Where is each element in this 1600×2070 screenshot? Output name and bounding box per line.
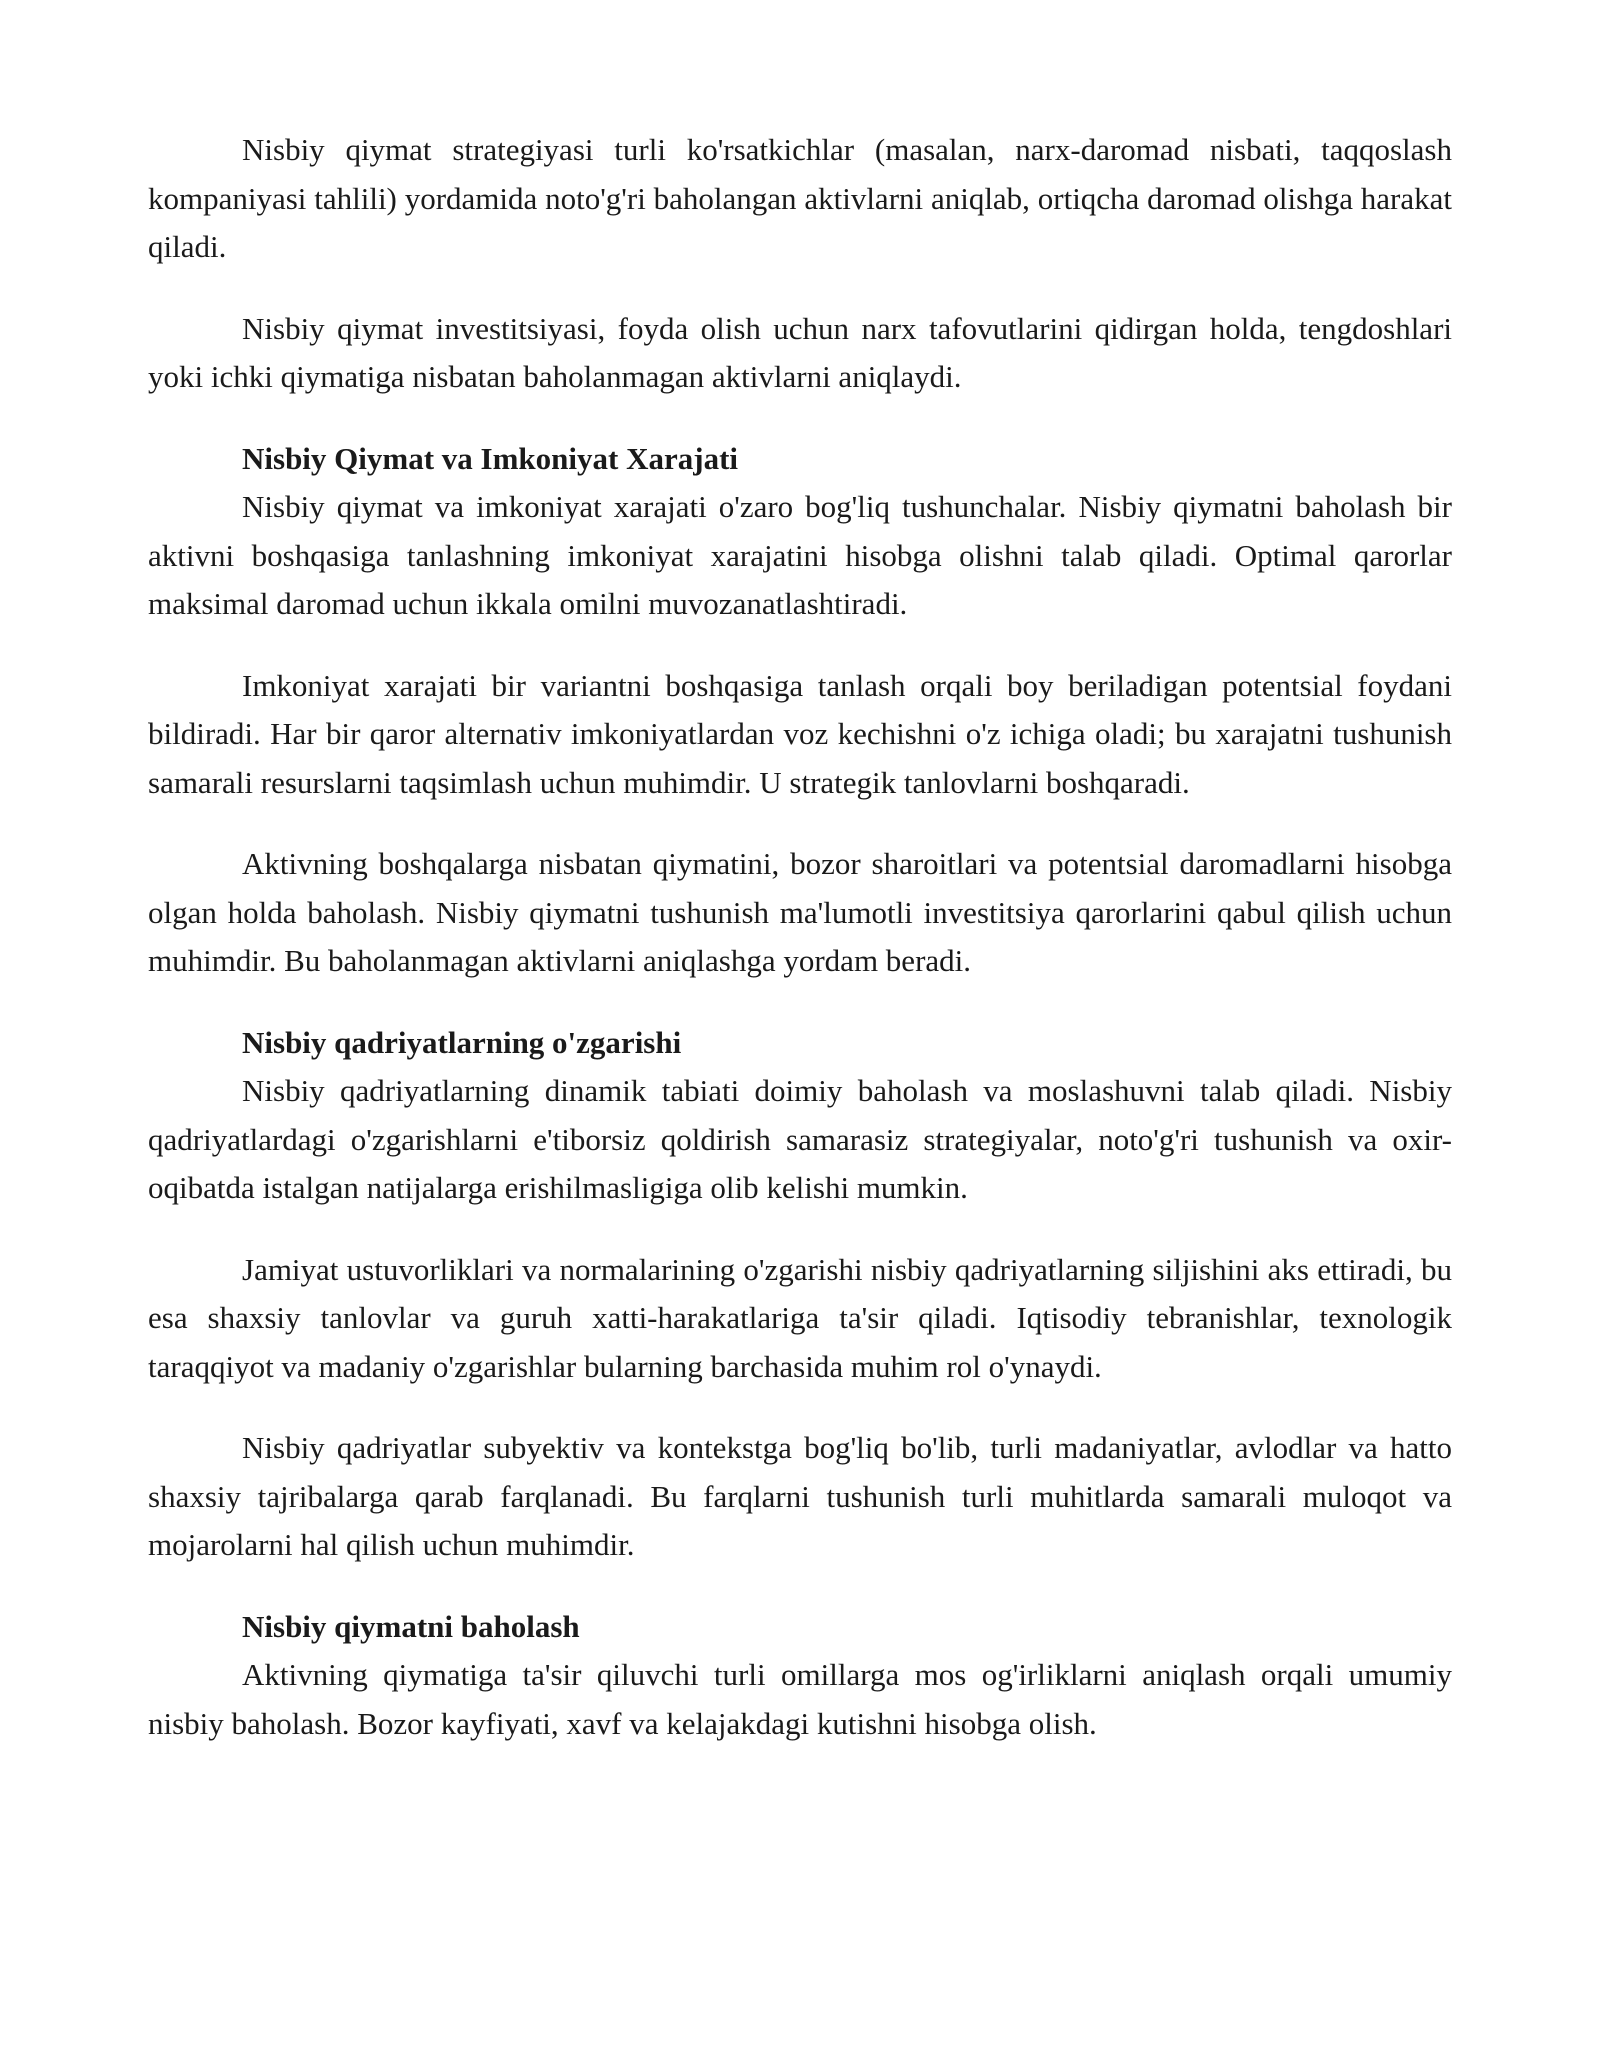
paragraph: Nisbiy qadriyatlarning dinamik tabiati doimiy baholash va moslashuvni talab qiladi. Nisbiy qadriyatlardagi o'zgarishlarni e'tiborsiz qoldirish samarasiz strategiyalar, noto'g'ri tushunish va oxir-oqibatda istalgan natijalarga erishilmasligiga olib kelishi mumkin. — [148, 1073, 1452, 1205]
paragraph: Nisbiy qiymat va imkoniyat xarajati o'zaro bog'liq tushunchalar. Nisbiy qiymatni baholash bir aktivni boshqasiga tanlashning imkoniyat xarajatini hisobga olishni talab qiladi. Optimal qarorlar maksimal daromad uchun ikkala omilni muvozanatlashtiradi. — [148, 489, 1452, 621]
paragraph: Nisbiy qiymat investitsiyasi, foyda olish uchun narx tafovutlarini qidirgan holda, tengdoshlari yoki ichki qiymatiga nisbatan baholanmagan aktivlarni aniqlaydi. — [148, 310, 1452, 394]
paragraph: Nisbiy qiymat strategiyasi turli ko'rsatkichlar (masalan, narx-daromad nisbati, taqqoslash kompaniyasi tahlili) yordamida noto'g'ri baholangan aktivlarni aniqlab, ortiqcha daromad olishga harakat qiladi. — [148, 132, 1452, 264]
document-body — [148, 126, 1452, 1781]
paragraph: Aktivning qiymatiga ta'sir qiluvchi turli omillarga mos og'irliklarni aniqlash orqali umumiy nisbiy baholash. Bozor kayfiyati, xavf va kelajakdagi kutishni hisobga olish. — [148, 1657, 1452, 1741]
section-relative-valuation — [148, 1603, 1452, 1749]
section-changing-values — [148, 1019, 1452, 1570]
paragraph: Nisbiy qadriyatlar subyektiv va kontekstga bog'liq bo'lib, turli madaniyatlar, avlodlar va hatto shaxsiy tajribalarga qarab farqlanadi. Bu farqlarni tushunish turli muhitlarda samarali muloqot va mojarolarni hal qilish uchun muhimdir. — [148, 1430, 1452, 1562]
paragraph: Imkoniyat xarajati bir variantni boshqasiga tanlash orqali boy beriladigan potentsial foydani bildiradi. Har bir qaror alternativ imkoniyatlardan voz kechishni o'z ichiga oladi; bu xarajatni tushunish samarali resurslarni taqsimlash uchun muhimdir. U strategik tanlovlarni boshqaradi. — [148, 667, 1452, 800]
section-heading: Nisbiy qadriyatlarning o'zgarishi — [242, 1024, 682, 1060]
section-heading: Nisbiy Qiymat va Imkoniyat Xarajati — [242, 440, 738, 476]
paragraph: Aktivning boshqalarga nisbatan qiymatini, bozor sharoitlari va potentsial daromadlarni hisobga olgan holda baholash. Nisbiy qiymatni tushunish ma'lumotli investitsiya qarorlarini qabul qilish uchun muhimdir. Bu baholanmagan aktivlarni aniqlashga yordam beradi. — [148, 846, 1452, 978]
paragraph: Jamiyat ustuvorliklari va normalarining o'zgarishi nisbiy qadriyatlarning siljishini aks ettiradi, bu esa shaxsiy tanlovlar va guruh xatti-harakatlariga ta'sir qiladi. Iqtisodiy tebranishlar, texnologik taraqqiyot va madaniy o'zgarishlar bularning barchasida muhim rol o'ynaydi. — [148, 1251, 1452, 1384]
section-heading: Nisbiy qiymatni baholash — [242, 1608, 580, 1644]
section-opportunity-cost — [148, 435, 1452, 986]
